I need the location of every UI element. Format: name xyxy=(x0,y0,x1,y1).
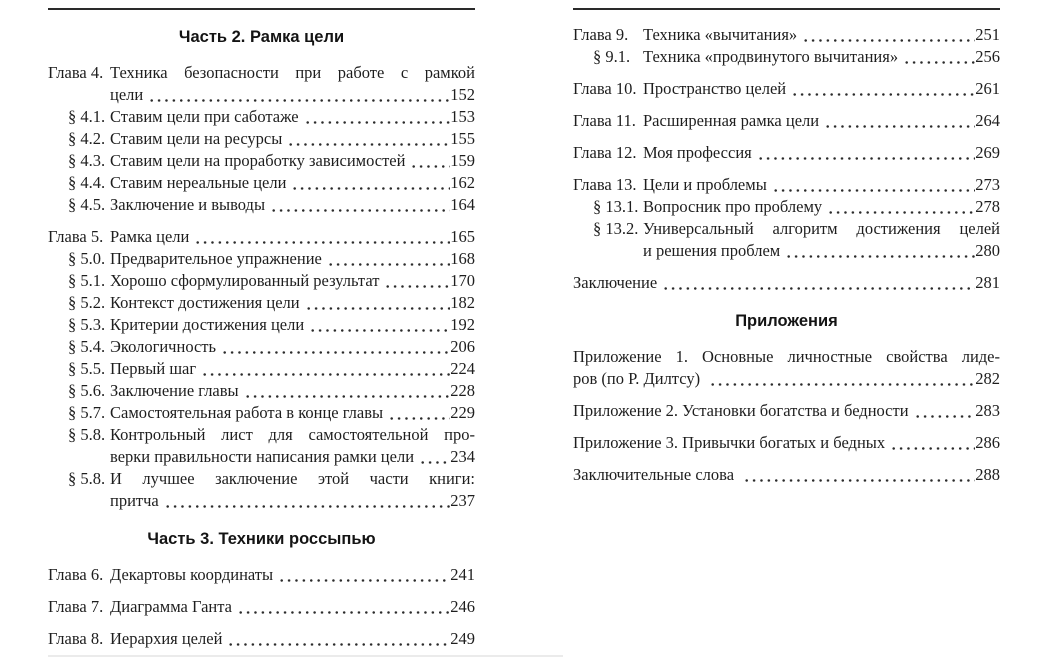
toc-entry xyxy=(573,110,1000,132)
toc-entry xyxy=(573,346,1000,390)
entry-title: Экологичность xyxy=(110,337,217,356)
entry-label: § 4.1. xyxy=(68,107,106,126)
entry-title: Заключение главы xyxy=(110,381,239,400)
toc-entry xyxy=(48,62,475,106)
dot-leader xyxy=(707,368,975,390)
page-number: 249 xyxy=(450,629,475,648)
dot-leader xyxy=(199,358,450,380)
toc-entry xyxy=(573,142,1000,164)
page-number: 241 xyxy=(450,565,475,584)
entry-title: Универсальный алгоритм достижения целей xyxy=(643,219,1000,238)
entry-label: § 5.8. xyxy=(68,425,106,444)
page-number: 164 xyxy=(450,195,475,214)
dot-leader xyxy=(225,628,450,650)
dot-leader xyxy=(162,490,451,512)
toc-entry xyxy=(48,468,475,512)
entry-label: § 5.7. xyxy=(68,403,106,422)
entry-label: Глава 13. xyxy=(573,175,637,194)
page-number: 264 xyxy=(975,111,1000,130)
toc-entry xyxy=(48,106,475,128)
entry-title: Иерархия целей xyxy=(110,629,223,648)
entry-title: Пространство целей xyxy=(643,79,787,98)
entry-label: § 13.2. xyxy=(593,219,639,238)
page-number: 192 xyxy=(450,315,475,334)
page-number: 159 xyxy=(450,151,475,170)
page-number: 155 xyxy=(450,129,475,148)
toc-entry-line xyxy=(68,270,475,292)
entry-title: Декартовы координаты xyxy=(110,565,274,584)
dot-leader xyxy=(825,196,975,218)
entry-title: Техника «продвинутого вычитания» xyxy=(643,47,899,66)
toc-entry xyxy=(573,24,1000,46)
toc-entry-line xyxy=(573,142,1000,164)
entry-title: Ставим цели при саботаже xyxy=(110,107,299,126)
dot-leader xyxy=(822,110,975,132)
dot-leader xyxy=(289,172,450,194)
page-number: 165 xyxy=(450,227,475,246)
entry-title: Приложение 2. Установки богатства и бедности xyxy=(573,401,909,420)
dot-leader xyxy=(386,402,450,424)
page-number: 261 xyxy=(975,79,1000,98)
page-number: 278 xyxy=(975,197,1000,216)
entry-label: § 5.8. xyxy=(68,469,106,488)
page-number: 182 xyxy=(450,293,475,312)
toc-entry-line xyxy=(573,110,1000,132)
toc-entry-line xyxy=(593,218,1000,240)
entry-title: Расширенная рамка цели xyxy=(643,111,820,130)
toc-entry-line xyxy=(593,196,1000,218)
toc-items-right xyxy=(573,10,1000,486)
page-edge-line xyxy=(48,655,563,657)
dot-leader xyxy=(285,128,450,150)
toc-entry-line xyxy=(573,432,1000,454)
dot-leader xyxy=(307,314,450,336)
page-number: 273 xyxy=(975,175,1000,194)
toc-entry-line xyxy=(68,424,475,446)
toc-entry-line xyxy=(68,336,475,358)
entry-label: § 9.1. xyxy=(593,47,631,66)
toc-entry xyxy=(48,194,475,216)
dot-leader xyxy=(146,84,450,106)
dot-leader xyxy=(192,226,450,248)
toc-entry xyxy=(573,46,1000,68)
toc-entry-line xyxy=(593,46,1000,68)
toc-entry xyxy=(48,402,475,424)
page-number: 170 xyxy=(450,271,475,290)
dot-leader xyxy=(219,336,450,358)
dot-leader xyxy=(235,596,450,618)
toc-entry-line xyxy=(68,446,475,468)
entry-title: цели xyxy=(110,85,144,104)
toc-entry-line xyxy=(68,172,475,194)
entry-title: Приложение 1. Основные личностные свойства лиде- xyxy=(573,347,1000,366)
page-number: 288 xyxy=(975,465,1000,484)
toc-entry-line xyxy=(68,314,475,336)
toc-entry xyxy=(573,464,1000,486)
entry-label: Глава 11. xyxy=(573,111,636,130)
dot-leader xyxy=(755,142,976,164)
dot-leader xyxy=(408,150,450,172)
toc-entry xyxy=(48,380,475,402)
entry-title: Техника «вычитания» xyxy=(643,25,798,44)
toc-entry xyxy=(48,596,475,618)
entry-title: Контрольный лист для самостоятельной про- xyxy=(110,425,475,444)
toc-entry xyxy=(573,400,1000,422)
page-number: 228 xyxy=(450,381,475,400)
toc-entry-line xyxy=(68,490,475,512)
toc-entry xyxy=(48,226,475,248)
page-number: 206 xyxy=(450,337,475,356)
entry-label: Глава 12. xyxy=(573,143,637,162)
toc-items-left xyxy=(48,26,475,650)
toc-entry-line xyxy=(68,128,475,150)
toc-entry-line xyxy=(573,400,1000,422)
entry-title: верки правильности написания рамки цели xyxy=(110,447,415,466)
toc-entry xyxy=(48,564,475,586)
page-number: 269 xyxy=(975,143,1000,162)
dot-leader xyxy=(912,400,976,422)
toc-entry-line xyxy=(573,174,1000,196)
page-number: 281 xyxy=(975,273,1000,292)
dot-leader xyxy=(268,194,450,216)
dot-leader xyxy=(242,380,451,402)
toc-entry xyxy=(573,174,1000,196)
page-number: 246 xyxy=(450,597,475,616)
toc-entry-line xyxy=(68,194,475,216)
toc-entry-line xyxy=(573,272,1000,294)
dot-leader xyxy=(303,292,451,314)
toc-entry xyxy=(48,424,475,468)
entry-title: ров (по Р. Дилтсу) xyxy=(573,369,705,388)
part-heading: Приложения xyxy=(735,312,838,330)
entry-label: § 5.5. xyxy=(68,359,106,378)
entry-label: § 4.4. xyxy=(68,173,106,192)
page-number: 251 xyxy=(975,25,1000,44)
entry-title: И лучшее заключение этой части книги: xyxy=(110,469,475,488)
entry-title: Рамка цели xyxy=(110,227,190,246)
dot-leader xyxy=(382,270,450,292)
toc-entry-line xyxy=(68,402,475,424)
entry-label: § 5.2. xyxy=(68,293,106,312)
entry-title: и решения проблем xyxy=(643,241,781,260)
dot-leader xyxy=(901,46,975,68)
toc-entry-line xyxy=(48,62,475,84)
toc-entry-line xyxy=(593,240,1000,262)
toc-entry-line xyxy=(48,596,475,618)
entry-title: Хорошо сформулированный результат xyxy=(110,271,380,290)
dot-leader xyxy=(789,78,975,100)
entry-label: Глава 4. xyxy=(48,63,104,82)
toc-entry xyxy=(48,314,475,336)
dot-leader xyxy=(660,272,975,294)
entry-label: § 5.4. xyxy=(68,337,106,356)
entry-title: Моя профессия xyxy=(643,143,752,162)
entry-label: § 5.6. xyxy=(68,381,106,400)
entry-title: Техника безопасности при работе с рамкой xyxy=(110,63,475,82)
dot-leader xyxy=(783,240,975,262)
dot-leader xyxy=(325,248,450,270)
entry-label: Глава 10. xyxy=(573,79,637,98)
entry-title: Самостоятельная работа в конце главы xyxy=(110,403,384,422)
toc-entry xyxy=(573,218,1000,262)
dot-leader xyxy=(800,24,975,46)
entry-title: Заключительные слова xyxy=(573,465,739,484)
entry-label: § 4.5. xyxy=(68,195,106,214)
part-heading: Часть 3. Техники россыпью xyxy=(147,530,376,548)
page-number: 256 xyxy=(975,47,1000,66)
column-top-rule xyxy=(48,8,475,10)
toc-entry-line xyxy=(68,380,475,402)
entry-label: Глава 9. xyxy=(573,25,629,44)
entry-label: Глава 8. xyxy=(48,629,104,648)
entry-label: Глава 5. xyxy=(48,227,104,246)
toc-entry xyxy=(48,172,475,194)
page-number: 280 xyxy=(975,241,1000,260)
toc-entry-line xyxy=(573,78,1000,100)
toc-entry xyxy=(573,196,1000,218)
toc-entry-line xyxy=(68,468,475,490)
page-number: 224 xyxy=(450,359,475,378)
dot-leader xyxy=(417,446,450,468)
entry-title: Предварительное упражнение xyxy=(110,249,322,268)
toc-entry xyxy=(48,270,475,292)
entry-title: Ставим цели на проработку зависимостей xyxy=(110,151,406,170)
entry-title: Заключение и выводы xyxy=(110,195,266,214)
page-number: 286 xyxy=(975,433,1000,452)
page-number: 162 xyxy=(450,173,475,192)
dot-leader xyxy=(770,174,975,196)
entry-label: Глава 6. xyxy=(48,565,104,584)
entry-title: Ставим нереальные цели xyxy=(110,173,287,192)
entry-title: Вопросник про проблему xyxy=(643,197,823,216)
entry-title: Контекст достижения цели xyxy=(110,293,300,312)
entry-title: Диаграмма Ганта xyxy=(110,597,232,616)
toc-entry-line xyxy=(573,464,1000,486)
entry-label: Глава 7. xyxy=(48,597,104,616)
toc-entry xyxy=(48,248,475,270)
toc-entry-line xyxy=(48,564,475,586)
dot-leader xyxy=(888,432,975,454)
entry-title: Критерии достижения цели xyxy=(110,315,305,334)
dot-leader xyxy=(741,464,975,486)
entry-label: § 5.3. xyxy=(68,315,106,334)
toc-entry-line xyxy=(48,84,475,106)
toc-entry xyxy=(48,628,475,650)
entry-label: § 4.3. xyxy=(68,151,106,170)
toc-entry xyxy=(48,336,475,358)
dot-leader xyxy=(302,106,451,128)
toc-entry-line xyxy=(573,24,1000,46)
toc-entry-line xyxy=(48,628,475,650)
entry-label: § 5.0. xyxy=(68,249,106,268)
page-number: 234 xyxy=(450,447,475,466)
entry-title: Заключение xyxy=(573,273,658,292)
page-number: 229 xyxy=(450,403,475,422)
entry-label: § 4.2. xyxy=(68,129,106,148)
entry-title: притча xyxy=(110,491,159,510)
toc-entry xyxy=(48,358,475,380)
page-number: 237 xyxy=(450,491,475,510)
page-number: 152 xyxy=(450,85,475,104)
part-heading: Часть 2. Рамка цели xyxy=(178,28,345,46)
entry-title: Приложение 3. Привычки богатых и бедных xyxy=(573,433,886,452)
toc-entry-line xyxy=(68,106,475,128)
toc-entry-line xyxy=(68,248,475,270)
toc-entry-line xyxy=(68,292,475,314)
entry-title: Первый шаг xyxy=(110,359,197,378)
dot-leader xyxy=(276,564,450,586)
toc-entry xyxy=(573,78,1000,100)
entry-label: § 5.1. xyxy=(68,271,106,290)
toc-column-left xyxy=(48,0,475,650)
toc-column-right xyxy=(573,0,1000,486)
page-number: 282 xyxy=(975,369,1000,388)
toc-entry-line xyxy=(573,368,1000,390)
toc-entry-line xyxy=(68,150,475,172)
toc-entry xyxy=(48,292,475,314)
page-number: 283 xyxy=(975,401,1000,420)
entry-title: Цели и проблемы xyxy=(643,175,767,194)
page-number: 168 xyxy=(450,249,475,268)
entry-label: § 13.1. xyxy=(593,197,639,216)
toc-entry xyxy=(573,272,1000,294)
toc-entry xyxy=(48,128,475,150)
toc-entry-line xyxy=(573,346,1000,368)
page-number: 153 xyxy=(450,107,475,126)
toc-entry xyxy=(48,150,475,172)
entry-title: Ставим цели на ресурсы xyxy=(110,129,283,148)
toc-entry-line xyxy=(48,226,475,248)
toc-entry-line xyxy=(68,358,475,380)
toc-entry xyxy=(573,432,1000,454)
